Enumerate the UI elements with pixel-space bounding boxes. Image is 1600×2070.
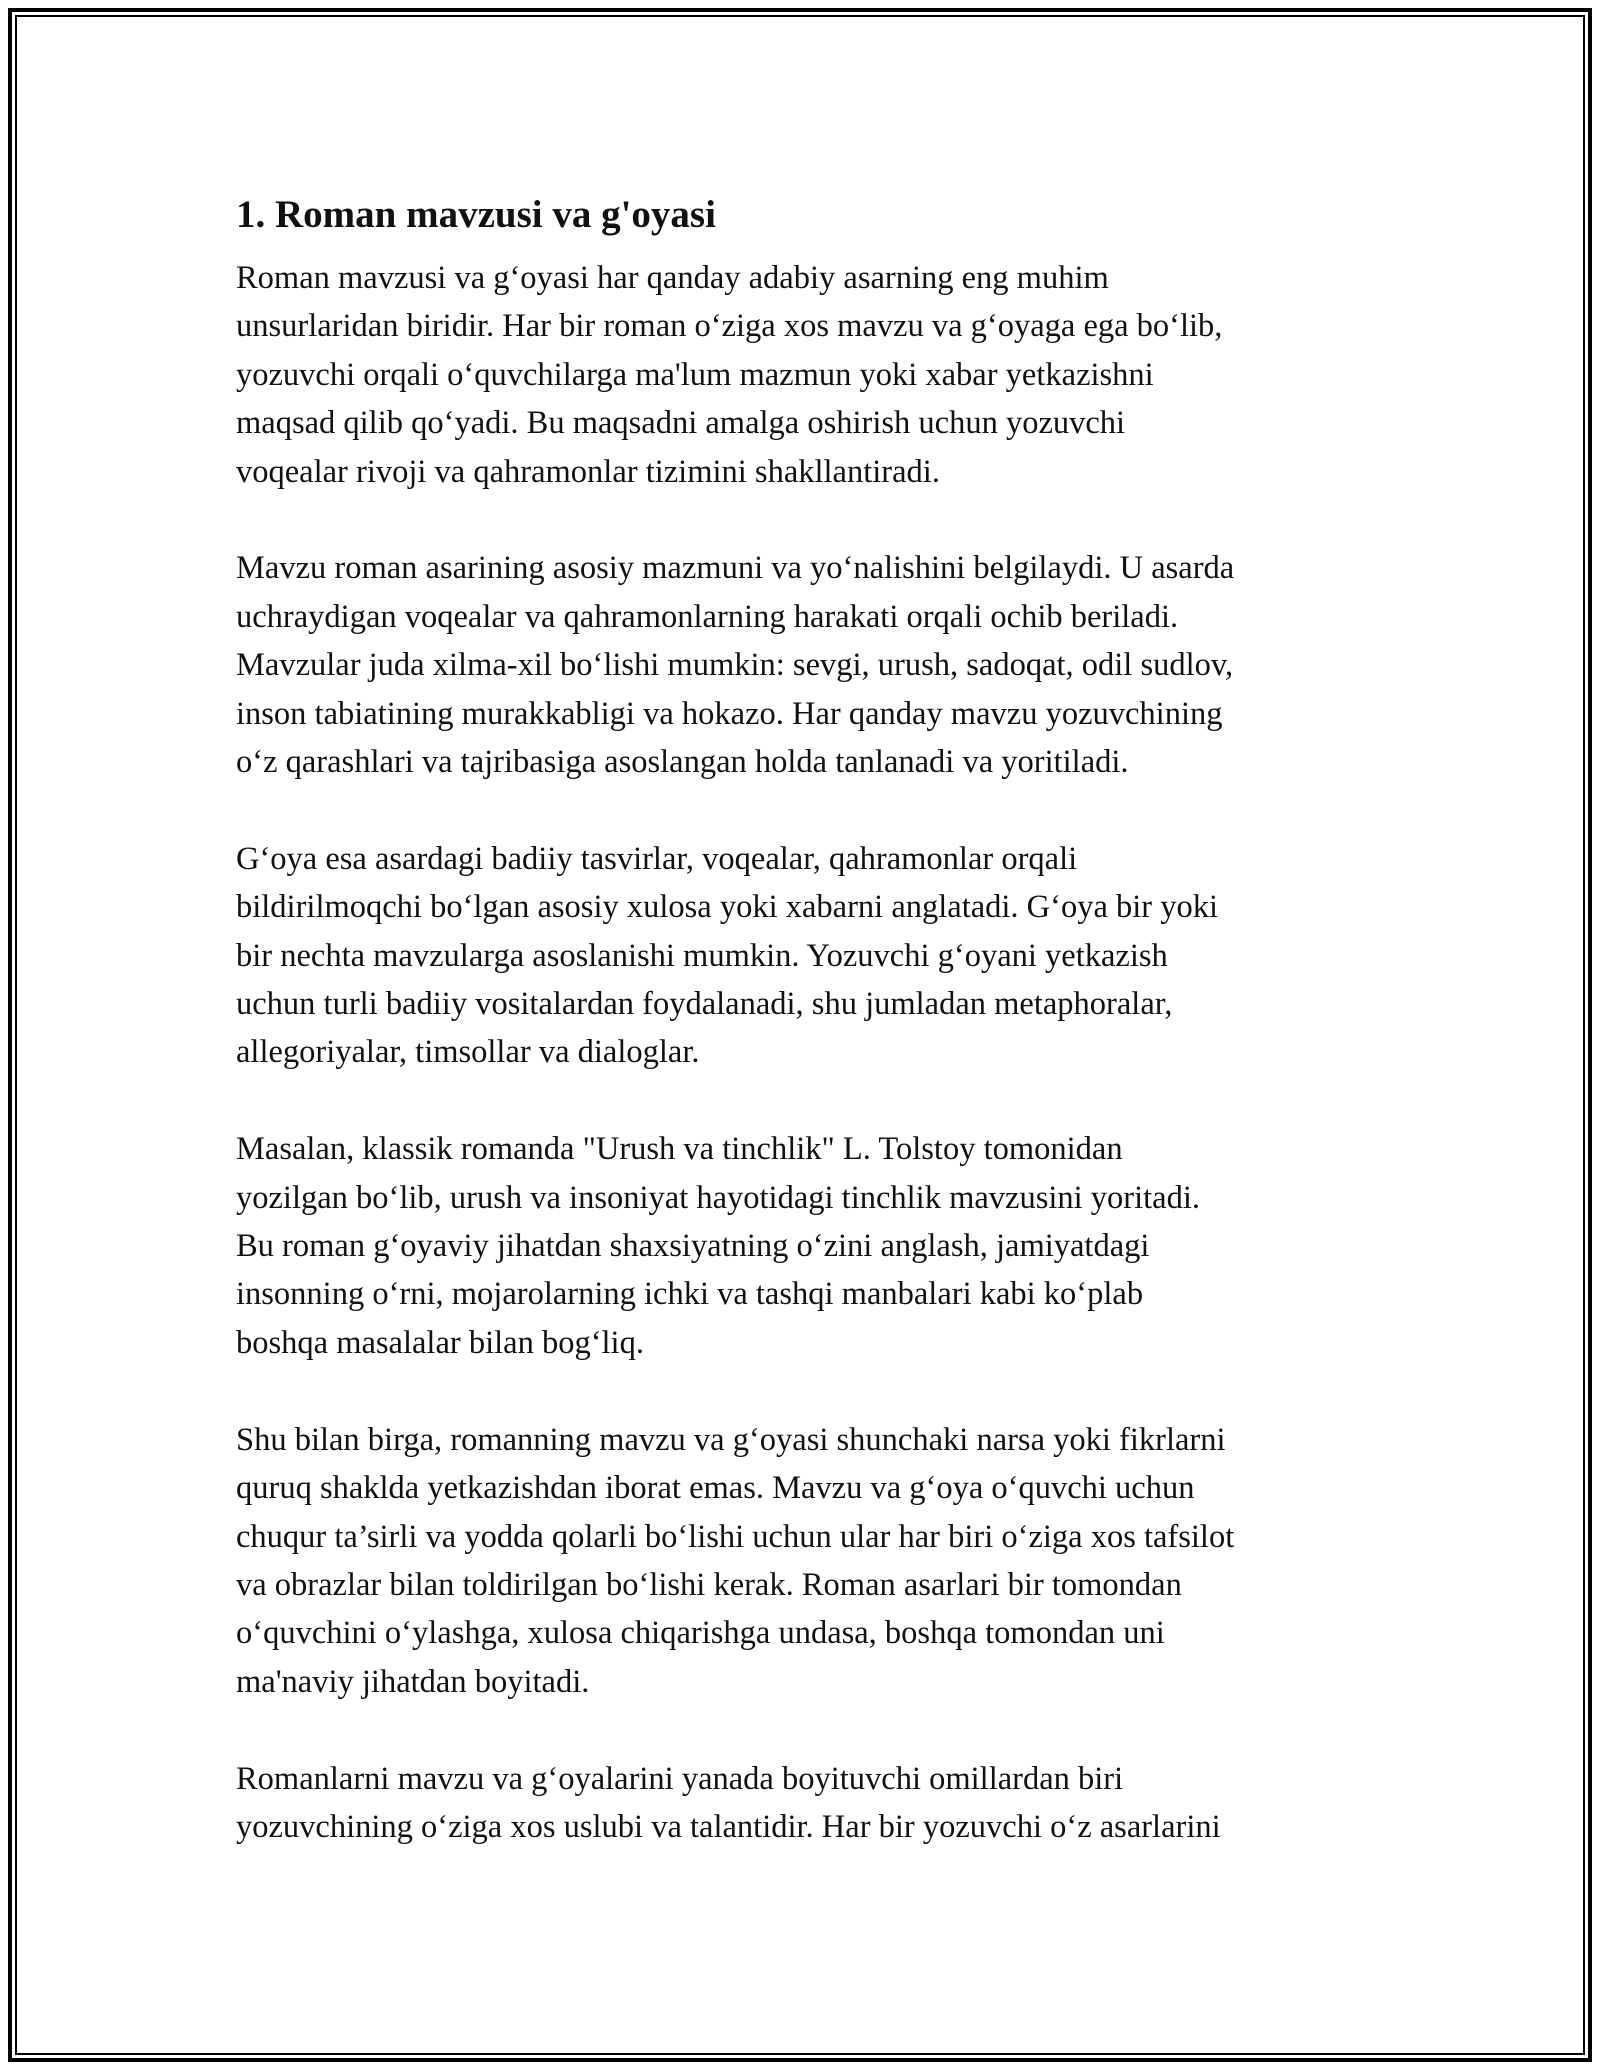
text-line: inson tabiatining murakkabligi va hokazo. Har qanday mavzu yozuvchining <box>236 695 1223 732</box>
text-line: o‘z qarashlari va tajribasiga asoslangan holda tanlanadi va yoritiladi. <box>236 744 1129 781</box>
section-title: 1. Roman mavzusi va g'oyasi <box>236 193 716 236</box>
paragraph-5 <box>236 1416 1386 1706</box>
document-body <box>236 188 1386 1900</box>
text-line: bir nechta mavzularga asoslanishi mumkin. Yozuvchi g‘oyani yetkazish <box>236 937 1168 974</box>
text-line: ma'naviy jihatdan boyitadi. <box>236 1663 590 1700</box>
text-line: voqealar rivoji va qahramonlar tizimini shakllantiradi. <box>236 453 940 490</box>
text-line: o‘quvchini o‘ylashga, xulosa chiqarishga undasa, boshqa tomondan uni <box>236 1615 1165 1652</box>
text-line: yozuvchining o‘ziga xos uslubi va talantidir. Har bir yozuvchi o‘z asarlarini <box>236 1808 1221 1845</box>
text-line: yozuvchi orqali o‘quvchilarga ma'lum mazmun yoki xabar yetkazishni <box>236 356 1154 393</box>
text-line: insonning o‘rni, mojarolarning ichki va tashqi manbalari kabi ko‘plab <box>236 1276 1144 1313</box>
text-line: Mavzu roman asarining asosiy mazmuni va yo‘nalishini belgilaydi. U asarda <box>236 550 1235 587</box>
text-line: Shu bilan birga, romanning mavzu va g‘oyasi shunchaki narsa yoki fikrlarni <box>236 1421 1226 1458</box>
text-line: bildirilmoqchi bo‘lgan asosiy xulosa yoki xabarni anglatadi. G‘oya bir yoki <box>236 889 1219 926</box>
text-line: unsurlaridan biridir. Har bir roman o‘ziga xos mavzu va g‘oyaga ega bo‘lib, <box>236 308 1223 345</box>
text-line: va obrazlar bilan toldirilgan bo‘lishi kerak. Roman asarlari bir tomondan <box>236 1566 1182 1603</box>
paragraph-1 <box>236 254 1386 496</box>
paragraph-6 <box>236 1755 1386 1852</box>
text-line: uchun turli badiiy vositalardan foydalanadi, shu jumladan metaphoralar, <box>236 986 1173 1023</box>
text-line: chuqur ta’sirli va yodda qolarli bo‘lishi uchun ular har biri o‘ziga xos tafsilot <box>236 1518 1235 1555</box>
text-line: boshqa masalalar bilan bog‘liq. <box>236 1324 644 1361</box>
text-line: G‘oya esa asardagi badiiy tasvirlar, voqealar, qahramonlar orqali <box>236 840 1078 877</box>
paragraph-4 <box>236 1125 1386 1367</box>
text-line: allegoriyalar, timsollar va dialoglar. <box>236 1034 700 1071</box>
text-line: Romanlarni mavzu va g‘oyalarini yanada boyituvchi omillardan biri <box>236 1760 1124 1797</box>
text-line: Roman mavzusi va g‘oyasi har qanday adabiy asarning eng muhim <box>236 260 1109 296</box>
paragraph-2 <box>236 544 1386 786</box>
text-line: Bu roman g‘oyaviy jihatdan shaxsiyatning o‘zini anglash, jamiyatdagi <box>236 1228 1150 1265</box>
text-line: uchraydigan voqealar va qahramonlarning harakati orqali ochib beriladi. <box>236 598 1179 635</box>
paragraph-3 <box>236 835 1386 1077</box>
text-line: yozilgan bo‘lib, urush va insoniyat hayotidagi tinchlik mavzusini yoritadi. <box>236 1179 1201 1216</box>
text-line: maqsad qilib qo‘yadi. Bu maqsadni amalga oshirish uchun yozuvchi <box>236 405 1126 442</box>
text-line: Mavzular juda xilma-xil bo‘lishi mumkin: sevgi, urush, sadoqat, odil sudlov, <box>236 647 1234 684</box>
text-line: quruq shaklda yetkazishdan iborat emas. Mavzu va g‘oya o‘quvchi uchun <box>236 1470 1195 1507</box>
text-line: Masalan, klassik romanda "Urush va tinchlik" L. Tolstoy tomonidan <box>236 1131 1123 1168</box>
